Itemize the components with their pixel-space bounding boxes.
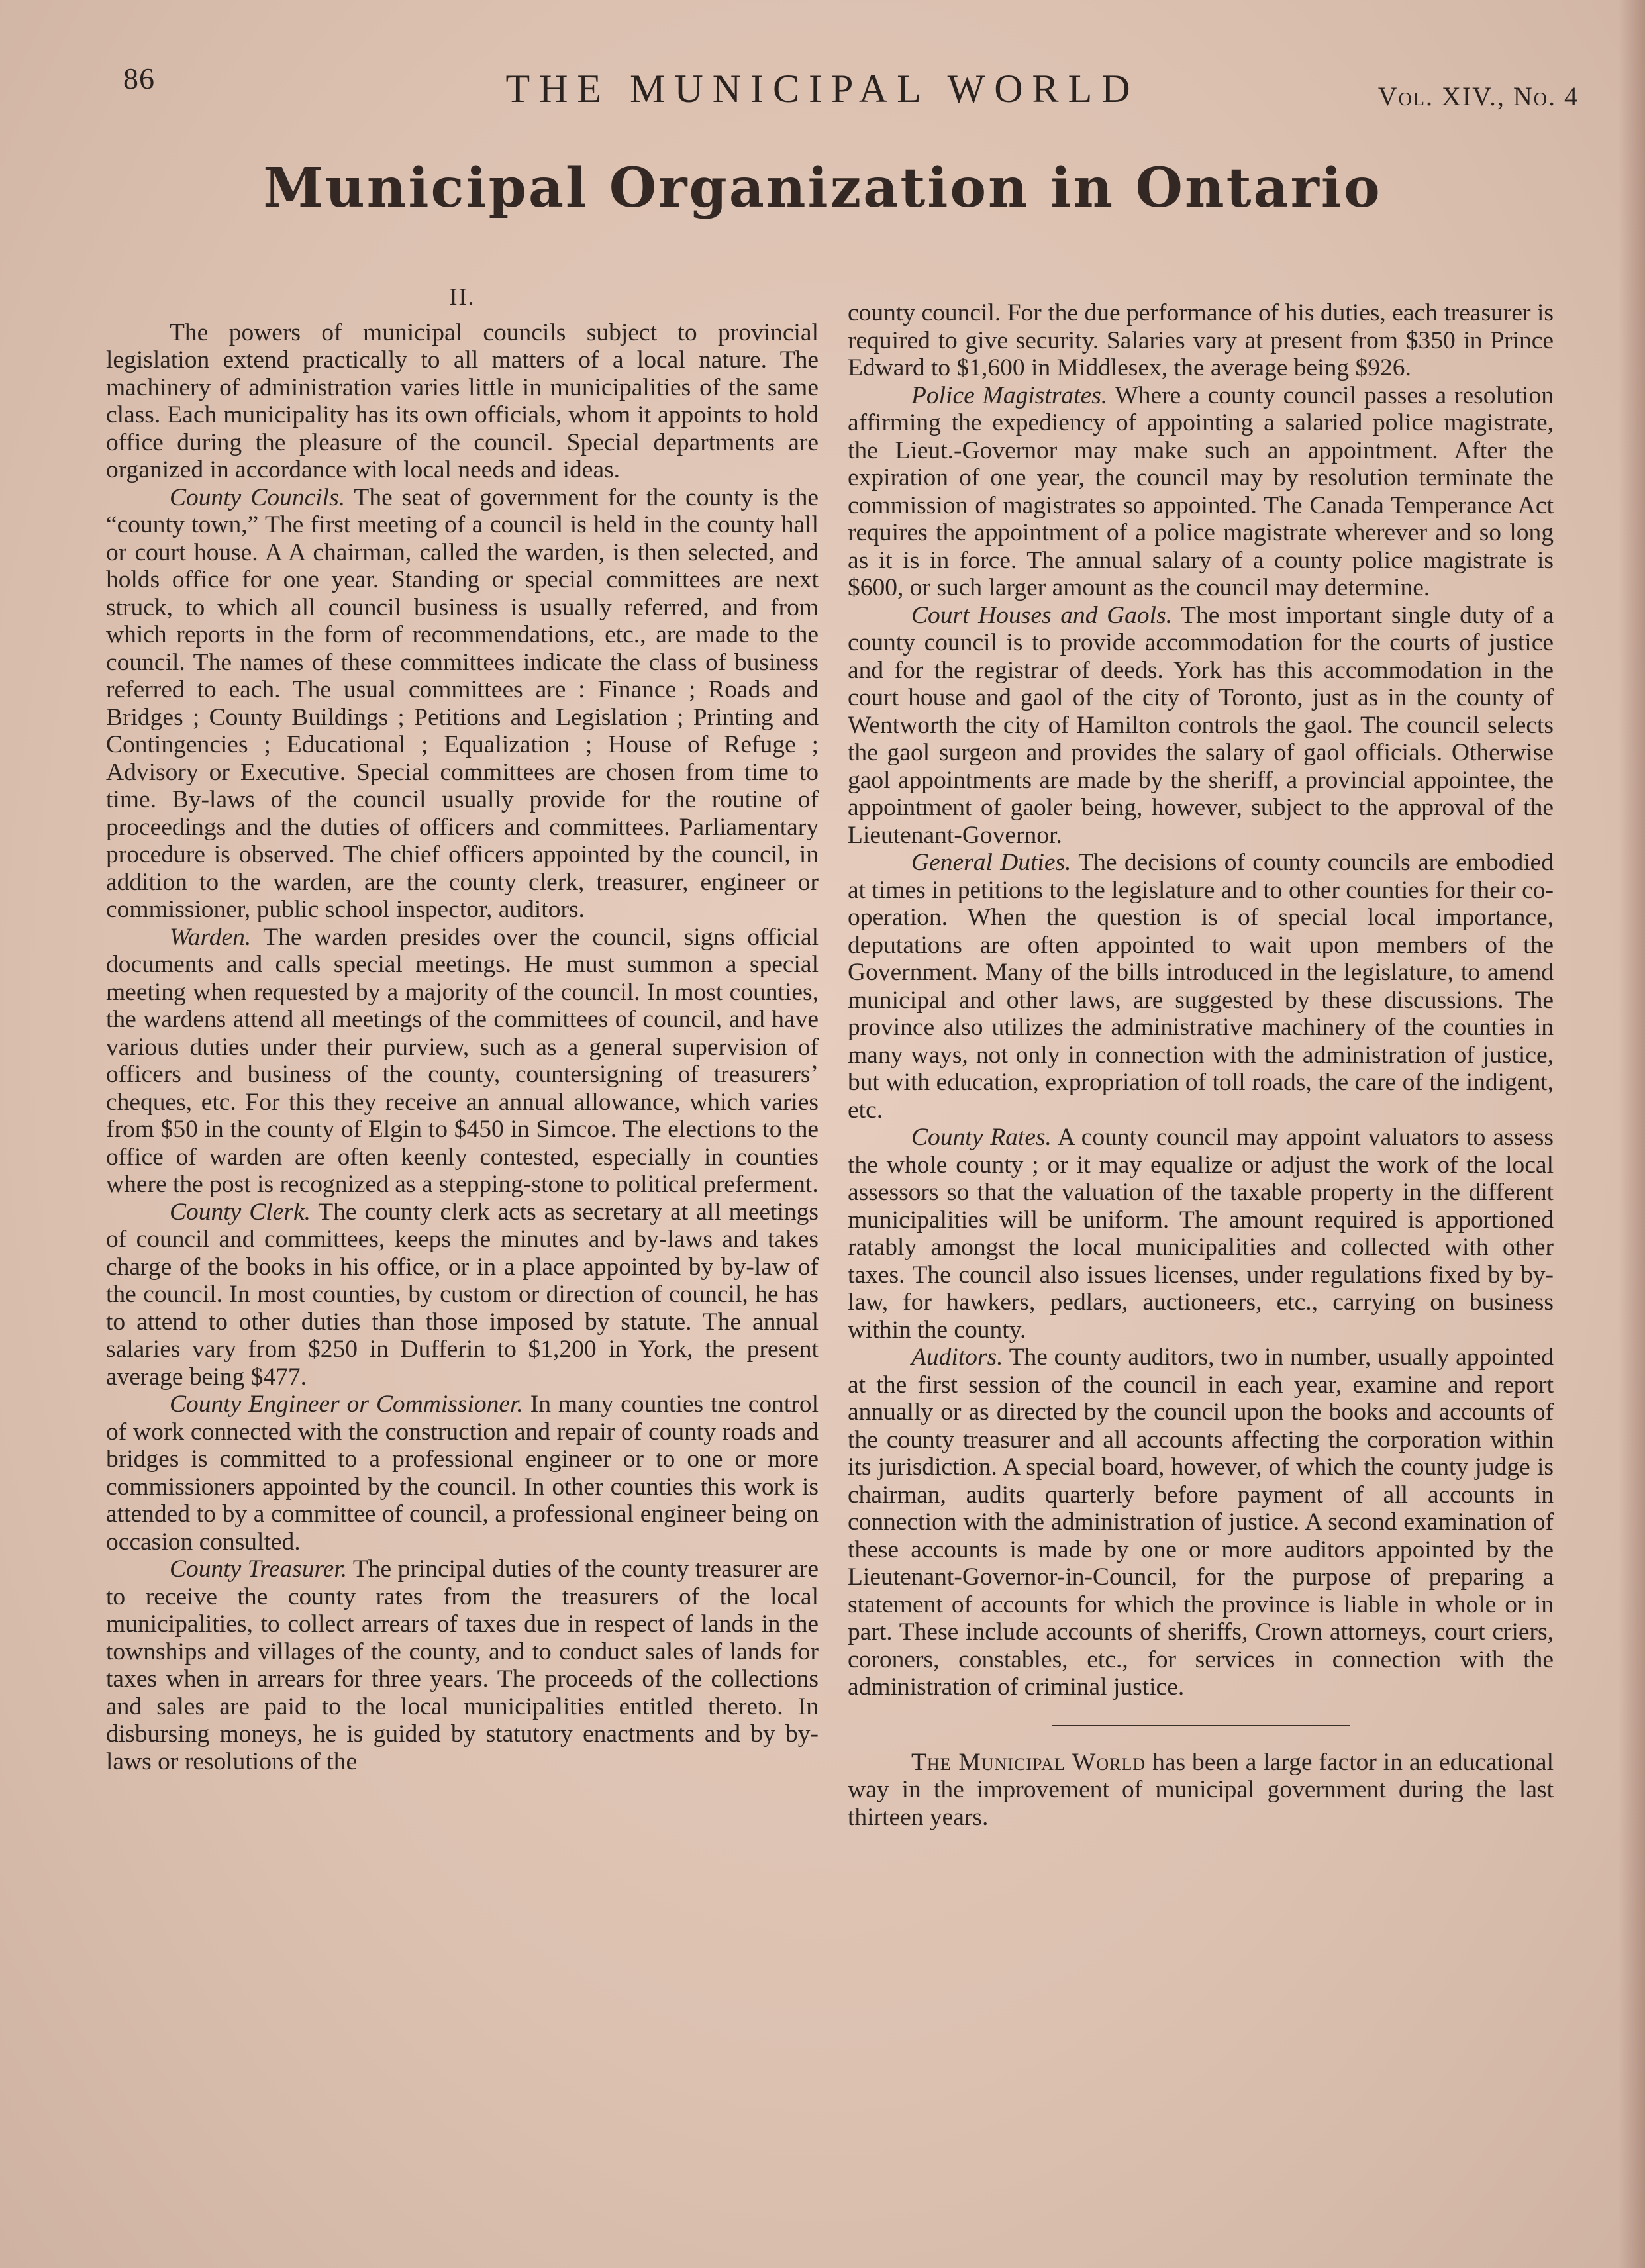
county-rates-heading: County Rates. bbox=[911, 1124, 1052, 1151]
county-treasurer-paragraph bbox=[106, 1555, 819, 1775]
county-councils-paragraph bbox=[106, 484, 819, 924]
county-engineer-text: In many counties tne control of work connected with the construction and repair of county roads and bridges is committed to a professional engineer or to one or more commissioners appointed by the council. In other counties this work is attended to by a committee of council, a professional engineer being on occasion consulted. bbox=[106, 1391, 819, 1555]
auditors-text: The county auditors, two in number, usually appointed at the first session of the council in each year, examine and report annually or as directed by the council upon the books and accounts of the county treasurer and all accounts affecting the corporation within its jurisdiction. A special board, however, of which the county judge is chairman, audits quarterly before payment of all accounts in connection with the administration of justice. A second examination of these accounts is made by one or more auditors appointed by the Lieutenant-Governor-in-Council, for the purpose of preparing a statement of accounts for which the province is liable in whole or in part. These include accounts of sheriffs, Crown attorneys, court criers, coroners, constables, etc., for services in connection with the administration of criminal justice. bbox=[848, 1344, 1554, 1701]
general-duties-paragraph bbox=[848, 849, 1554, 1124]
section-divider bbox=[1052, 1725, 1350, 1726]
section-number: II. bbox=[449, 283, 475, 310]
police-magistrates-paragraph bbox=[848, 382, 1554, 602]
general-duties-text: The decisions of county councils are embodied at times in petitions to the legislature and to other counties for their co-operation. When the question is of special local importance, deputations are often appointed to wait upon members of the Government. Many of the bills introduced in the legislature, to amend municipal and other laws, are suggested by these discussions. The province also utilizes the administrative machinery of the counties in many ways, not only in connection with the administration of justice, but with education, expropriation of toll roads, the care of the indigent, etc. bbox=[848, 849, 1554, 1124]
running-header bbox=[0, 61, 1645, 114]
county-treasurer-text: The principal duties of the county treasurer are to receive the county rates from the treasurers of the local municipalities, to collect arrears of taxes due in respect of lands in the townships and villages of the county, and to conduct sales of lands for taxes when in arrears for three years. The proceeds of the collections and sales are paid to the local municipalities entitled thereto. In disbursing moneys, he is guided by statutory enactments and by by-laws or resolutions of the bbox=[106, 1555, 819, 1775]
county-rates-paragraph bbox=[848, 1124, 1554, 1344]
warden-text: The warden presides over the council, signs official documents and calls special meetings. He must summon a special meeting when requested by a majority of the council. In most counties, the wardens attend all meetings of the committees of council, and have various duties under their purview, such as a general supervision of officers and business of the county, countersigning of treasurers’ cheques, etc. For this they receive an annual allowance, which varies from $50 in the county of Elgin to $450 in Simcoe. The elections to the office of warden are often keenly contested, especially in counties where the post is recognized as a stepping-stone to political preferment. bbox=[106, 923, 819, 1198]
court-houses-heading: Court Houses and Gaols. bbox=[911, 601, 1173, 629]
county-clerk-text: The county clerk acts as secretary at all meetings of council and committees, keeps the minutes and by-laws and takes charge of the books in his office, or in a place appointed by by-law of the council. In most counties, by custom or direction of council, he has to attend to other duties than those imposed by statute. The annual salaries vary from $250 in Dufferin to $1,200 in York, the present average being $477. bbox=[106, 1198, 819, 1391]
article-title: Municipal Organization in Ontario bbox=[263, 156, 1382, 220]
auditors-heading: Auditors. bbox=[911, 1344, 1003, 1371]
county-rates-text: A county council may appoint valuators to assess the whole county ; or it may equalize or adjust the work of the local assessors so that the valuation of the taxable property in the different municipalities will be uniform. The amount required is apportioned ratably amongst the local municipalities and collected with other taxes. The council also issues licenses, under regulations fixed by by-law, for hawkers, pedlars, auctioneers, etc., carrying on business within the county. bbox=[848, 1124, 1554, 1344]
police-magistrates-heading: Police Magistrates. bbox=[911, 381, 1108, 409]
issue-label: Vol. XIV., No. 4 bbox=[1377, 81, 1579, 111]
right-column bbox=[848, 299, 1554, 1831]
auditors-paragraph bbox=[848, 1344, 1554, 1701]
warden-heading: Warden. bbox=[170, 923, 252, 951]
police-magistrates-text: Where a county council passes a resolution affirming the expediency of appointing a salaried police magistrate, the Lieut.-Governor may make such an appointment. After the expiration of one year, the council may by resolution terminate the commission of magistrates so appointed. The Canada Temperance Act requires the appointment of a police magistrate wherever and so long as it is in force. The annual salary of a county police magistrate is $600, or such larger amount as the council may determine. bbox=[848, 381, 1554, 601]
court-houses-paragraph bbox=[848, 602, 1554, 850]
warden-paragraph bbox=[106, 924, 819, 1199]
county-engineer-heading: County Engineer or Commissioner. bbox=[170, 1391, 523, 1418]
county-clerk-heading: County Clerk. bbox=[170, 1198, 311, 1226]
county-engineer-paragraph bbox=[106, 1391, 819, 1555]
county-clerk-paragraph bbox=[106, 1199, 819, 1391]
county-councils-heading: County Councils. bbox=[170, 483, 346, 511]
left-column bbox=[106, 283, 819, 1775]
county-treasurer-heading: County Treasurer. bbox=[170, 1555, 348, 1583]
intro-text: The powers of municipal councils subject to provincial legislation extend practically to all matters of a local nature. The machinery of administration varies little in municipalities of the same class. Each municipality has its own officials, whom it appoints to hold office during the pleasure of the council. Special departments are organized in accordance with local needs and ideas. bbox=[106, 319, 819, 483]
general-duties-heading: General Duties. bbox=[911, 849, 1072, 876]
page-edge-shadow bbox=[1619, 0, 1645, 2268]
treasurer-continuation: county council. For the due performance of his duties, each treasurer is required to give security. Salaries vary at present from $350 in Prince Edward to $1,600 in Middlesex, the average being $926. bbox=[848, 299, 1554, 381]
court-houses-text: The most important single duty of a county council is to provide accommodation for the courts of justice and for the registrar of deeds. York has this accommodation in the court house and gaol of the city of Toronto, just as in the county of Wentworth the city of Hamilton controls the gaol. The council selects the gaol surgeon and provides the salary of gaol officials. Otherwise gaol appointments are made by the sheriff, a provincial appointee, the appointment of gaoler being, however, subject to the approval of the Lieutenant-Governor. bbox=[848, 601, 1554, 849]
running-title: THE MUNICIPAL WORLD bbox=[505, 67, 1140, 111]
intro-paragraph bbox=[106, 319, 819, 484]
county-councils-text: The seat of government for the county is the “county town,” The first meeting of a council is held in the county hall or court house. A A chairman, called the warden, is then selected, and holds office for one year. Standing or special committees are next struck, to which all council business is usually referred, and from which reports in the form of recommendations, etc., are made to the council. The names of these committees indicate the class of business referred to each. The usual committees are : Finance ; Roads and Bridges ; County Buildings ; Petitions and Legislation ; Printing and Contingencies ; Educational ; Equalization ; House of Refuge ; Advisory or Executive. Special committees are chosen from time to time. By-laws of the council usually provide for the routine of proceedings and the duties of officers and committees. Parliamentary procedure is observed. The chief officers appointed by the council, in addition to the warden, are the county clerk, treasurer, engineer or commissioner, public school inspector, auditors. bbox=[106, 483, 819, 923]
footer-note-paragraph bbox=[848, 1749, 1554, 1832]
page-number: 86 bbox=[123, 62, 155, 95]
footer-note-text: has been a large factor in an educational way in the improvement of municipal government during the last thirteen years. bbox=[848, 1748, 1554, 1831]
footer-note-lead: The Municipal World bbox=[911, 1748, 1146, 1776]
